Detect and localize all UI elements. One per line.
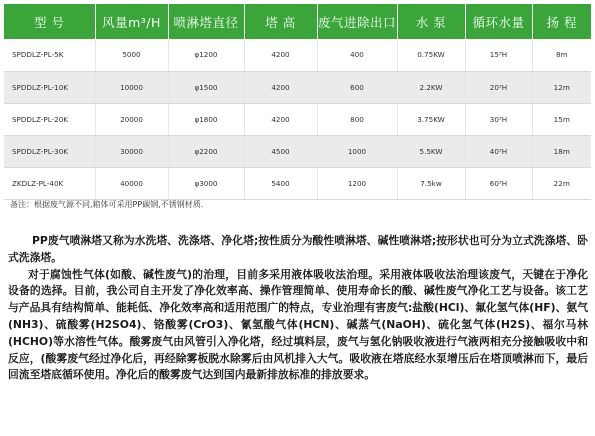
table-cell: 2.2KW bbox=[397, 71, 465, 103]
table-cell: 1000 bbox=[317, 135, 397, 167]
table-cell: SPDDLZ-PL-10K bbox=[4, 71, 95, 103]
header-pump: 水 泵 bbox=[397, 4, 465, 39]
table-row bbox=[4, 39, 591, 71]
table-header-row bbox=[4, 4, 591, 39]
table-cell: 30000 bbox=[95, 135, 168, 167]
table-cell: 40³H bbox=[465, 135, 532, 167]
table-cell: 4500 bbox=[244, 135, 317, 167]
table-cell: 4200 bbox=[244, 71, 317, 103]
table-cell: 5.5KW bbox=[397, 135, 465, 167]
table-cell: 5400 bbox=[244, 167, 317, 199]
table-cell: 20³H bbox=[465, 71, 532, 103]
header-inlet-outlet: 废气进除出口 bbox=[317, 4, 397, 39]
description-text bbox=[8, 233, 588, 384]
table-cell: 22m bbox=[532, 167, 591, 199]
table-cell: φ3000 bbox=[168, 167, 244, 199]
table-cell: SPDDLZ-PL-20K bbox=[4, 103, 95, 135]
header-diameter: 喷淋塔直径 bbox=[168, 4, 244, 39]
table-cell: 4200 bbox=[244, 103, 317, 135]
table-cell: 18m bbox=[532, 135, 591, 167]
table-cell: 5000 bbox=[95, 39, 168, 71]
table-row bbox=[4, 167, 591, 199]
table-cell: 15³H bbox=[465, 39, 532, 71]
table-cell: φ1200 bbox=[168, 39, 244, 71]
table-cell: 20000 bbox=[95, 103, 168, 135]
table-note: 备注：根据废气源不同,箱体可采用PP碳钢,不锈钢材质. bbox=[10, 200, 204, 209]
table-cell: 12m bbox=[532, 71, 591, 103]
table-cell: 30³H bbox=[465, 103, 532, 135]
table-cell: 15m bbox=[532, 103, 591, 135]
table-cell: 40000 bbox=[95, 167, 168, 199]
header-circulation: 循环水量 bbox=[465, 4, 532, 39]
header-height: 塔 高 bbox=[244, 4, 317, 39]
table-cell: 400 bbox=[317, 39, 397, 71]
table-cell: 1200 bbox=[317, 167, 397, 199]
table-row bbox=[4, 71, 591, 103]
table-cell: ZKDLZ-PL-40K bbox=[4, 167, 95, 199]
intro-paragraph: PP废气喷淋塔又称为水洗塔、洗涤塔、净化塔;按性质分为酸性喷淋塔、碱性喷淋塔;按形状也可分为立式洗涤塔、卧式洗涤塔。 bbox=[8, 234, 588, 264]
header-airflow: 风量m³/H bbox=[95, 4, 168, 39]
table-row bbox=[4, 103, 591, 135]
spec-table bbox=[4, 4, 591, 200]
table-cell: 3.75KW bbox=[397, 103, 465, 135]
table-cell: 4200 bbox=[244, 39, 317, 71]
table-row bbox=[4, 135, 591, 167]
table-cell: 800 bbox=[317, 103, 397, 135]
header-lift: 扬 程 bbox=[532, 4, 591, 39]
table-cell: SPDDLZ-PL-30K bbox=[4, 135, 95, 167]
table-cell: 7.5kw bbox=[397, 167, 465, 199]
table-cell: SPDDLZ-PL-5K bbox=[4, 39, 95, 71]
detail-paragraph: 对于腐蚀性气体(如酸、碱性废气)的治理，目前多采用液体吸收法治理。采用液体吸收法治理该废气，天键在于净化设备的选择。目前，我公司自主开发了净化效率高、操作管理简单、使用寿命长的酸、碱性废气净化工艺与设备。该工艺与产品具有结构简单、能耗低、净化效率高和适用范围广的特点，专业治理有害废气:盐酸(HCl)、氟化氢气体(HF)、氨气(NH3)、硫酸雾(H2SO4)、铬酸雾(CrO3)、氰氢酸气体(HCN)、碱蒸气(NaOH)、硫化氢气体(H2S)、福尔马林(HCHO)等水溶性气体。酸雾废气由风管引入净化塔，经过填料层，废气与氢化钠吸收液进行气液两相充分接触吸收中和反应，(酸雾废气经过净化后，再经除雾板脱水除雾后由风机排入大气。吸收液在塔底经水泵增压后在塔顶喷淋而下，最后回流至塔底循环使用。净化后的酸雾废气达到国内最新排放标准的排放要求。 bbox=[8, 267, 588, 382]
header-model: 型 号 bbox=[4, 4, 95, 39]
table-cell: φ1500 bbox=[168, 71, 244, 103]
table-cell: 10000 bbox=[95, 71, 168, 103]
table-cell: φ1800 bbox=[168, 103, 244, 135]
table-cell: 600 bbox=[317, 71, 397, 103]
table-cell: 0.75KW bbox=[397, 39, 465, 71]
table-cell: φ2200 bbox=[168, 135, 244, 167]
table-cell: 8m bbox=[532, 39, 591, 71]
table-cell: 60³H bbox=[465, 167, 532, 199]
